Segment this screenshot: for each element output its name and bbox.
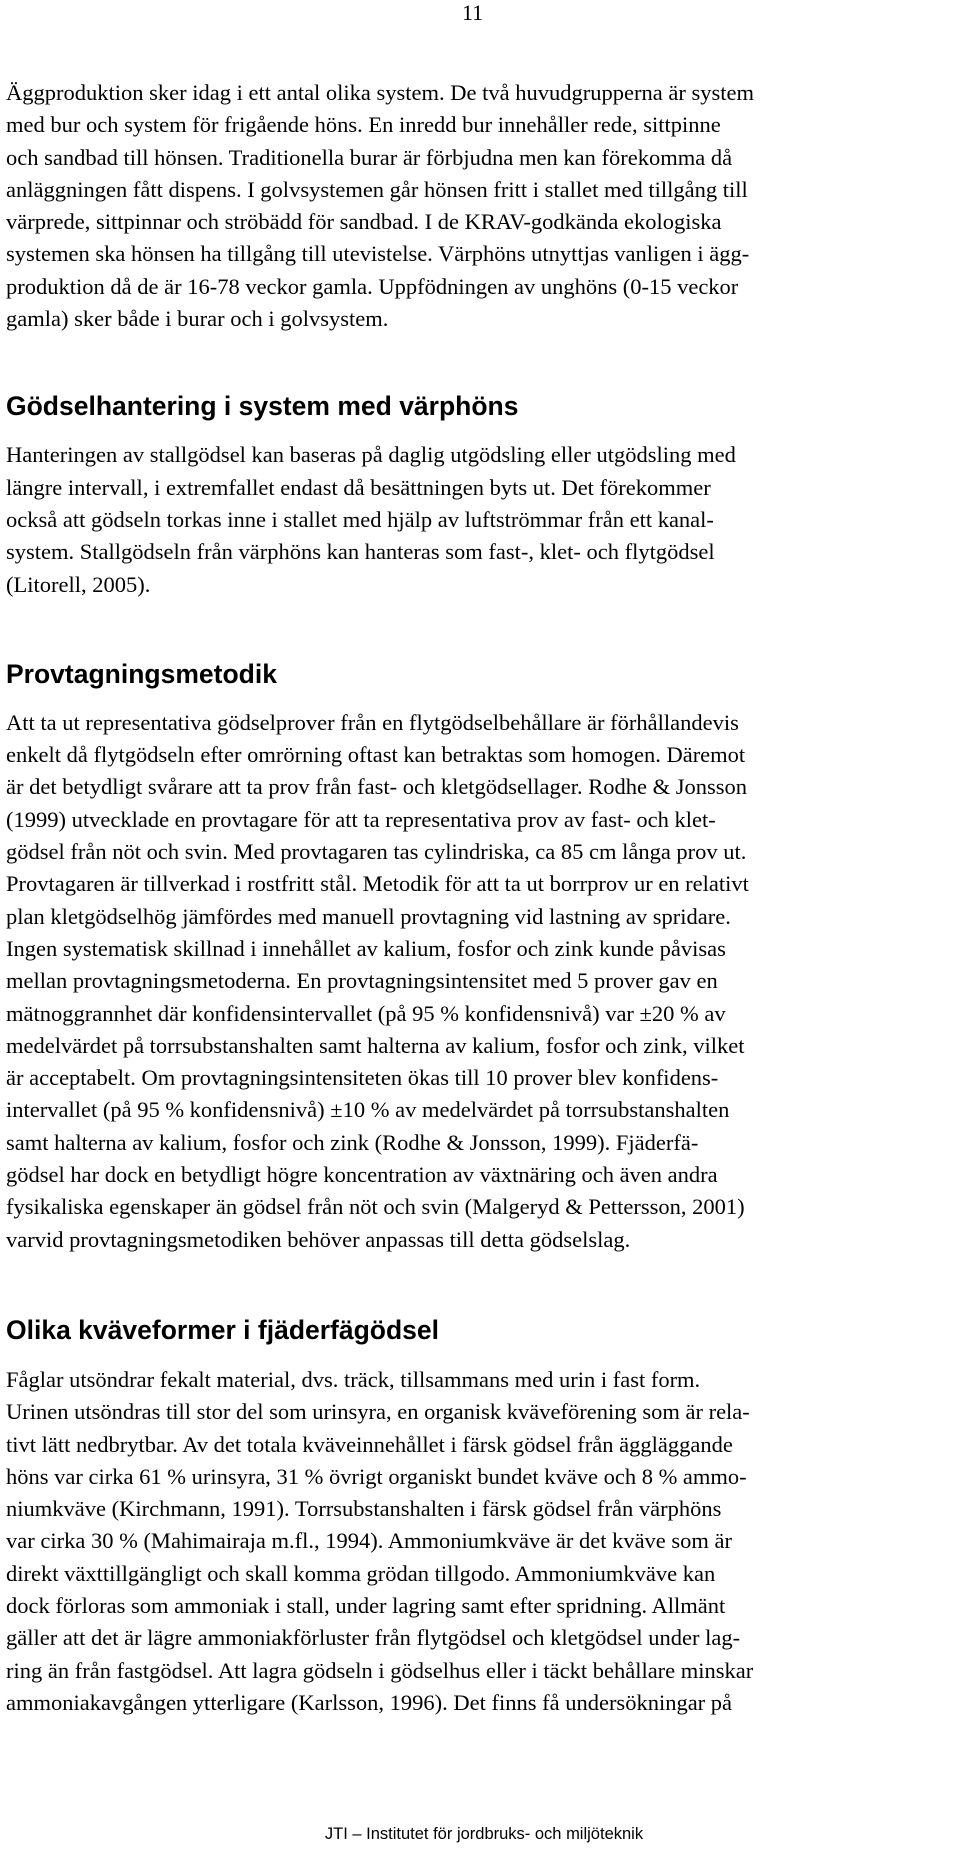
text-line: samt halterna av kalium, fosfor och zink (Rodhe & Jonsson, 1999). Fjäderfä- (6, 1129, 699, 1155)
text-line: niumkväve (Kirchmann, 1991). Torrsubstanshalten i färsk gödsel från värphöns (6, 1496, 722, 1522)
text-line: Ingen systematisk skillnad i innehållet av kalium, fosfor och zink kunde påvisas (6, 935, 726, 961)
text-line: gödsel har dock en betydligt högre koncentration av växtnäring och även andra (6, 1162, 718, 1188)
text-line: mellan provtagningsmetoderna. En provtagningsintensitet med 5 prover gav en (6, 968, 718, 994)
text-line: var cirka 30 % (Mahimairaja m.fl., 1994). Ammoniumkväve är det kväve som är (6, 1528, 733, 1554)
text-line: Provtagaren är tillverkad i rostfritt stål. Metodik för att ta ut borrprov ur en relativt (6, 871, 749, 897)
text-line: ring än från fastgödsel. Att lagra gödseln i gödselhus eller i täckt behållare minskar (6, 1657, 754, 1683)
kvaveformer-paragraph (6, 1364, 930, 1719)
text-line: plan kletgödselhög jämfördes med manuell provtagning vid lastning av spridare. (6, 903, 731, 929)
text-line: också att gödseln torkas inne i stallet med hjälp av luftströmmar från ett kanal- (6, 506, 714, 532)
text-line: systemen ska hönsen ha tillgång till utevistelse. Värphöns utnyttjas vanligen i ägg- (6, 241, 750, 267)
text-line: fysikaliska egenskaper än gödsel från nöt och svin (Malgeryd & Pettersson, 2001) (6, 1194, 745, 1220)
godselhantering-paragraph (6, 439, 930, 600)
provtagningsmetodik-paragraph (6, 707, 930, 1256)
text-line: (Litorell, 2005). (6, 571, 151, 597)
section-heading-godselhantering: Gödselhantering i system med värphöns (6, 391, 519, 422)
section-heading-kvaveformer: Olika kväveformer i fjäderfägödsel (6, 1314, 440, 1345)
text-line: tivt lätt nedbrytbar. Av det totala kväveinnehållet i färsk gödsel från äggläggande (6, 1431, 733, 1457)
text-line: och sandbad till hönsen. Traditionella burar är förbjudna men kan förekomma då (6, 144, 733, 170)
text-line: höns var cirka 61 % urinsyra, 31 % övrigt organiskt bundet kväve och 8 % ammo- (6, 1463, 747, 1489)
text-line: längre intervall, i extremfallet endast då besättningen byts ut. Det förekommer (6, 474, 711, 500)
intro-paragraph (6, 77, 930, 335)
text-line: Fåglar utsöndrar fekalt material, dvs. träck, tillsammans med urin i fast form. (6, 1366, 701, 1392)
text-line: system. Stallgödseln från värphöns kan hanteras som fast-, klet- och flytgödsel (6, 539, 715, 565)
text-line: med bur och system för frigående höns. En inredd bur innehåller rede, sittpinne (6, 112, 721, 138)
text-line: gödsel från nöt och svin. Med provtagaren tas cylindriska, ca 85 cm långa prov ut. (6, 839, 747, 865)
text-line: Äggproduktion sker idag i ett antal olika system. De två huvudgrupperna är system (6, 80, 754, 105)
section-heading-provtagningsmetodik: Provtagningsmetodik (6, 658, 277, 689)
text-line: värprede, sittpinnar och ströbädd för sandbad. I de KRAV-godkända ekologiska (6, 209, 722, 235)
text-line: dock förloras som ammoniak i stall, under lagring samt efter spridning. Allmänt (6, 1592, 726, 1618)
text-line: Hanteringen av stallgödsel kan baseras på daglig utgödsling eller utgödsling med (6, 442, 736, 468)
page-footer: JTI – Institutet för jordbruks- och miljöteknik (324, 1825, 644, 1843)
text-line: Att ta ut representativa gödselprover från en flytgödselbehållare är förhållandevis (6, 709, 739, 735)
text-line: är acceptabelt. Om provtagningsintensiteten ökas till 10 prover blev konfidens- (6, 1065, 719, 1091)
text-line: direkt växttillgängligt och skall komma grödan tillgodo. Ammoniumkväve kan (6, 1560, 716, 1586)
text-line: produktion då de är 16-78 veckor gamla. Uppfödningen av unghöns (0-15 veckor (6, 273, 739, 299)
text-line: anläggningen fått dispens. I golvsystemen går hönsen fritt i stallet med tillgång till (6, 176, 748, 202)
text-line: gäller att det är lägre ammoniakförluster från flytgödsel och kletgödsel under lag- (6, 1625, 741, 1651)
text-line: medelvärdet på torrsubstanshalten samt halterna av kalium, fosfor och zink, vilket (6, 1032, 745, 1058)
text-line: ammoniakavgången ytterligare (Karlsson, 1996). Det finns få undersökningar på (6, 1689, 733, 1715)
text-line: gamla) sker både i burar och i golvsystem. (6, 306, 389, 332)
text-line: intervallet (på 95 % konfidensnivå) ±10 % av medelvärdet på torrsubstanshalten (6, 1097, 730, 1123)
text-line: varvid provtagningsmetodiken behöver anpassas till detta gödselslag. (6, 1226, 631, 1252)
text-line: är det betydligt svårare att ta prov från fast- och kletgödsellager. Rodhe & Jonsson (6, 774, 748, 800)
text-line: (1999) utvecklade en provtagare för att ta representativa prov av fast- och klet- (6, 806, 716, 832)
text-line: Urinen utsöndras till stor del som urinsyra, en organisk kväveförening som är rela- (6, 1399, 750, 1425)
page-body (6, 77, 930, 1719)
text-line: mätnoggrannhet där konfidensintervallet (på 95 % konfidensnivå) var ±20 % av (6, 1000, 726, 1026)
page-number: 11 (462, 0, 484, 25)
text-line: enkelt då flytgödseln efter omrörning oftast kan betraktas som homogen. Däremot (6, 742, 746, 768)
